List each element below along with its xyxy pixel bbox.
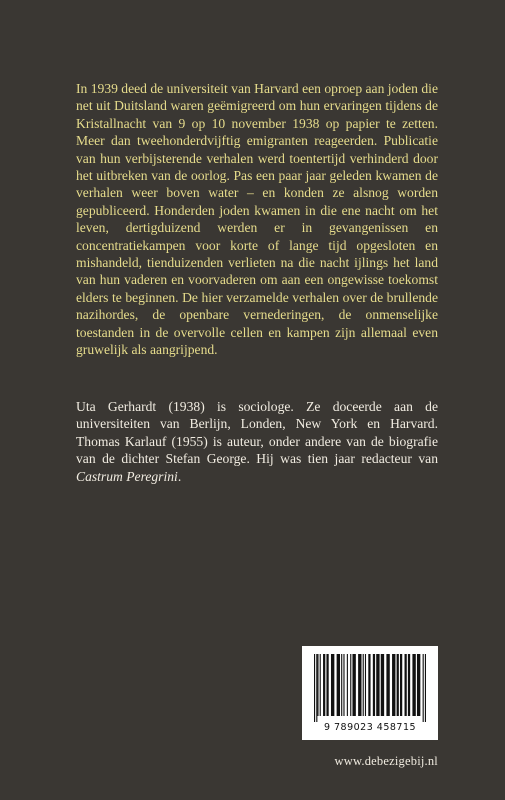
barcode-bar xyxy=(408,654,410,716)
barcode-bar xyxy=(347,654,348,716)
barcode-number: 9 789023 458715 xyxy=(323,722,417,733)
barcode-bar xyxy=(341,654,342,716)
author-bio-end: . xyxy=(177,468,182,484)
barcode-bar xyxy=(343,654,344,716)
barcode-bar xyxy=(352,654,355,716)
barcode-bar xyxy=(397,654,399,716)
barcode-bar xyxy=(381,654,384,716)
author-bio-text: Uta Gerhardt (1938) is sociologe. Ze doceerde aan de universiteiten van Berlijn, Londen, New York en Harvard. Thomas Karlauf (1955) is auteur, onder andere van de biografie van de dichter Stefan George. Hij was tien jaar redacteur van xyxy=(76,399,438,467)
barcode-bar xyxy=(358,654,361,716)
barcode-bar xyxy=(326,654,328,716)
barcode-bar xyxy=(363,654,364,716)
barcode-bar xyxy=(337,654,340,716)
barcode-guard-bar xyxy=(425,654,426,722)
barcode-guard-bar xyxy=(316,654,317,722)
barcode-bar xyxy=(368,654,370,716)
barcode-bar xyxy=(350,654,351,716)
barcode-bar xyxy=(405,654,407,716)
barcode-bar xyxy=(320,654,321,716)
barcode-bar xyxy=(317,654,318,716)
publisher-website[interactable]: www.debezigebij.nl xyxy=(334,754,438,768)
barcode-guard-bar xyxy=(314,654,315,722)
barcode-bar xyxy=(412,654,415,716)
barcode-bar xyxy=(323,654,325,716)
barcode-bars xyxy=(314,654,426,722)
barcode-bar xyxy=(331,654,334,716)
barcode-bar xyxy=(392,654,395,716)
barcode-bar xyxy=(365,654,366,716)
barcode-bar xyxy=(376,654,379,716)
barcode-bar xyxy=(417,654,420,716)
author-bio xyxy=(76,398,438,485)
barcode-guard-bar xyxy=(423,654,424,722)
barcode-bar xyxy=(373,654,375,716)
barcode-bar xyxy=(400,654,402,716)
magazine-title: Castrum Peregrini xyxy=(76,468,178,484)
barcode-bar xyxy=(386,654,389,716)
isbn-barcode xyxy=(302,646,438,740)
back-cover-blurb: In 1939 deed de universiteit van Harvard een oproep aan joden die net uit Duitsland waren geëmigreerd om hun ervaringen tijdens de Kristallnacht van 9 op 10 november 1938 op papier te zetten. Meer dan tweehonderdvijftig emigranten reageerden. Publicatie van hun verbijsterende verhalen werd toentertijd verhinderd door het uitbreken van de oorlog. Pas een paar jaar geleden kwamen de verhalen weer boven water – en konden ze alsnog worden gepubliceerd. Honderden joden kwamen in die ene nacht om het leven, dertigduizend werden er in gevangenissen en concentratiekampen voor korte of lange tijd opgesloten en mishandeld, tienduizenden verlieten na die nacht ijlings het land van hun vaderen en voorvaderen om aan een ongewisse toekomst elders te beginnen. De hier verzamelde verhalen over de brullende nazihordes, de openbare vernederingen, de onmenselijke toestanden in de overvolle cellen en kampen zijn allemaal even gruwelijk als aangrijpend. xyxy=(76,81,438,358)
